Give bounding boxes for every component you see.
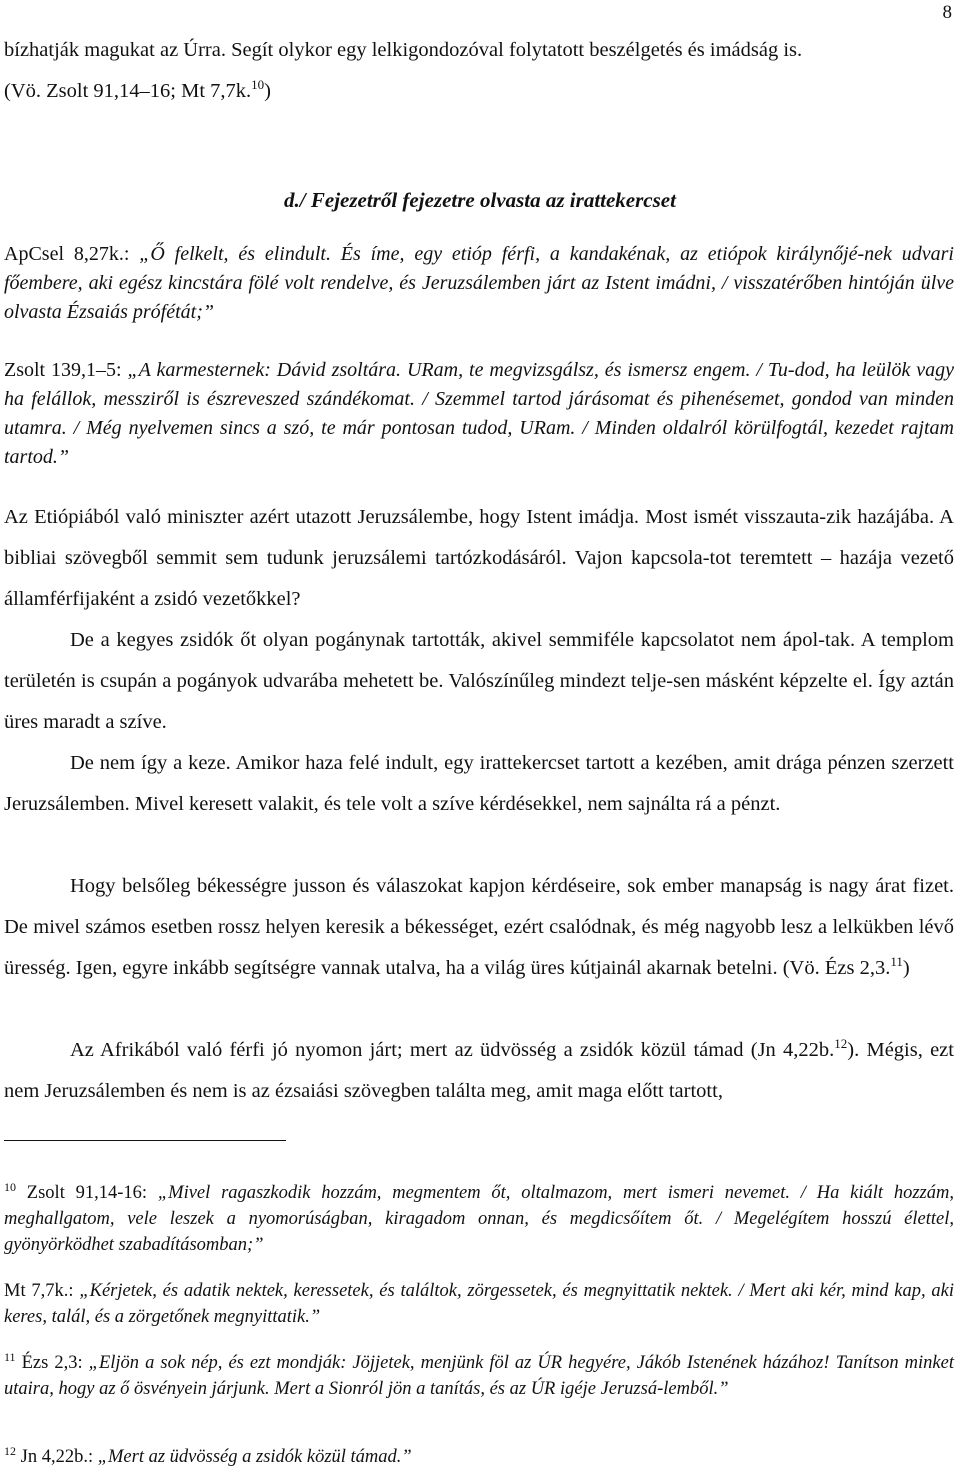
intro-line-1: bízhatják magukat az Úrra. Segít olykor egy lelkigondozóval folytatott beszélgetés és imádság is. — [4, 39, 803, 61]
paragraph-4-end: ) — [902, 957, 910, 979]
footnote-11 — [4, 1350, 954, 1402]
paragraph-1: Az Etiópiából való miniszter azért utazott Jeruzsálembe, hogy Istent imádja. Most ismét visszauta-zik hazájába. A bibliai szövegből semmit sem tudunk jeruzsálemi tartózkodásáról. Vajon kapcsola-tot teremtett – hazája vezető államférfijaként a zsidó vezetőkkel? — [4, 506, 954, 610]
quote-psalm-text: „A karmesternek: Dávid zsoltára. URam, te megvizsgálsz, és ismersz engem. / Tu-dod, ha leülök vagy ha felállok, messziről is észreveszed szándékomat. / Szemmel tartod járásomat és pihenésemet, gondod van minden utamra. / Még nyelvemen sincs a szó, te már pontosan tudod, URam. / Minden oldalról körülfogtál, kezedet rajtam tartod.” — [4, 359, 955, 468]
paragraph-5-end: ). Mégis, ezt nem Jeruzsálemben és nem is az ézsaiási szövegben találta meg, amit maga előtt tartott, — [4, 1039, 954, 1102]
paragraph-5 — [4, 1030, 954, 1112]
footnote-10-continued — [4, 1278, 954, 1330]
footnote-11-ref: Ézs 2,3: — [15, 1353, 89, 1373]
footnote-ref-12[interactable]: 12 — [834, 1036, 848, 1052]
intro-line-2-end: ) — [264, 80, 271, 102]
footnote-10-text: „Mivel ragaszkodik hozzám, megmentem őt, oltalmazom, mert ismeri nevemet. / Ha kiált hozzám, meghallgatom, vele leszek a nyomorúságban, kiragadom onnan, és megdicsőítem őt. / Megelégítem hosszú élettel, gyönyörködhet szabadításomban;” — [4, 1183, 954, 1255]
paragraph-4-text: Hogy belsőleg békességre jusson és válaszokat kapjon kérdéseire, sok ember manapság is nagy árat fizet. De mivel számos esetben rossz helyen keresik a békességet, ezért csalódnak, és még nagyobb lesz a lelkükben lévő üresség. Igen, egyre inkább segítségre vannak utalva, ha a világ üres kútjainál akarnak betelni. (Vö. Ézs 2,3. — [4, 875, 954, 979]
footnote-12 — [4, 1444, 954, 1470]
page-number: 8 — [942, 2, 952, 23]
footnote-10-number: 10 — [4, 1179, 16, 1194]
footnote-11-text: „Eljön a sok nép, és ezt mondják: Jöjjetek, menjünk föl az ÚR hegyére, Jákób Istenének házához! Tanítson minket utaira, hogy az ő ösvényein járjunk. Mert a Sionról jön a tanítás, és az ÚR igéje Jeruzsá-lemből.” — [4, 1353, 954, 1399]
quote-psalm-ref: Zsolt 139,1–5: — [4, 359, 128, 381]
footnote-12-ref: Jn 4,22b.: — [16, 1447, 98, 1467]
footnote-11-number: 11 — [4, 1349, 16, 1364]
quote-acts — [4, 240, 954, 327]
footnote-separator — [4, 1140, 286, 1141]
paragraph-3: De nem így a keze. Amikor haza felé indult, egy irattekercset tartott a kezében, amit drága pénzen szerzett Jeruzsálemben. Mivel keresett valakit, és tele volt a szíve kérdésekkel, nem sajnálta rá a pénzt. — [4, 752, 954, 815]
paragraph-4 — [4, 866, 954, 989]
intro-paragraph — [4, 30, 954, 112]
quote-acts-text: „Ő felkelt, és elindult. És íme, egy etióp férfi, a kandakénak, az etiópok királynőjé-nek udvari főembere, aki egész kincstára fölé volt rendelve, és Jeruzsálemben járt az Istent imádni, / visszatérőben hintóján ülve olvasta Ézsaiás prófétát;” — [4, 243, 954, 323]
footnote-ref-11[interactable]: 11 — [890, 954, 903, 970]
intro-line-2: (Vö. Zsolt 91,14–16; Mt 7,7k. — [4, 80, 252, 102]
footnote-12-text: „Mert az üdvösség a zsidók közül támad.” — [97, 1447, 412, 1467]
quote-psalm — [4, 356, 954, 472]
footnote-10 — [4, 1180, 954, 1258]
footnote-10-ref: Zsolt 91,14-16: — [16, 1183, 158, 1203]
footnote-10b-text: „Kérjetek, és adatik nektek, keressetek, és találtok, zörgessetek, és megnyittatik nektek. / Mert aki kér, mind kap, aki keres, talál, és a zörgetőnek megnyittatik.” — [4, 1281, 955, 1327]
quote-acts-ref: ApCsel 8,27k.: — [4, 243, 140, 265]
footnote-12-number: 12 — [4, 1443, 16, 1458]
section-heading: d./ Fejezetről fejezetre olvasta az irattekercset — [284, 188, 676, 212]
paragraph-2: De a kegyes zsidók őt olyan pogánynak tartották, akivel semmiféle kapcsolatot nem ápol-tak. A templom területén is csupán a pogányok udvarába mehetett be. Valószínűleg mindezt telje-sen másként képzelte el. Így aztán üres maradt a szíve. — [4, 629, 954, 733]
footnote-ref-10[interactable]: 10 — [251, 77, 265, 93]
footnote-10b-ref: Mt 7,7k.: — [4, 1281, 80, 1301]
paragraph-5-text: Az Afrikából való férfi jó nyomon járt; mert az üdvösség a zsidók közül támad (Jn 4,22b. — [70, 1039, 835, 1061]
